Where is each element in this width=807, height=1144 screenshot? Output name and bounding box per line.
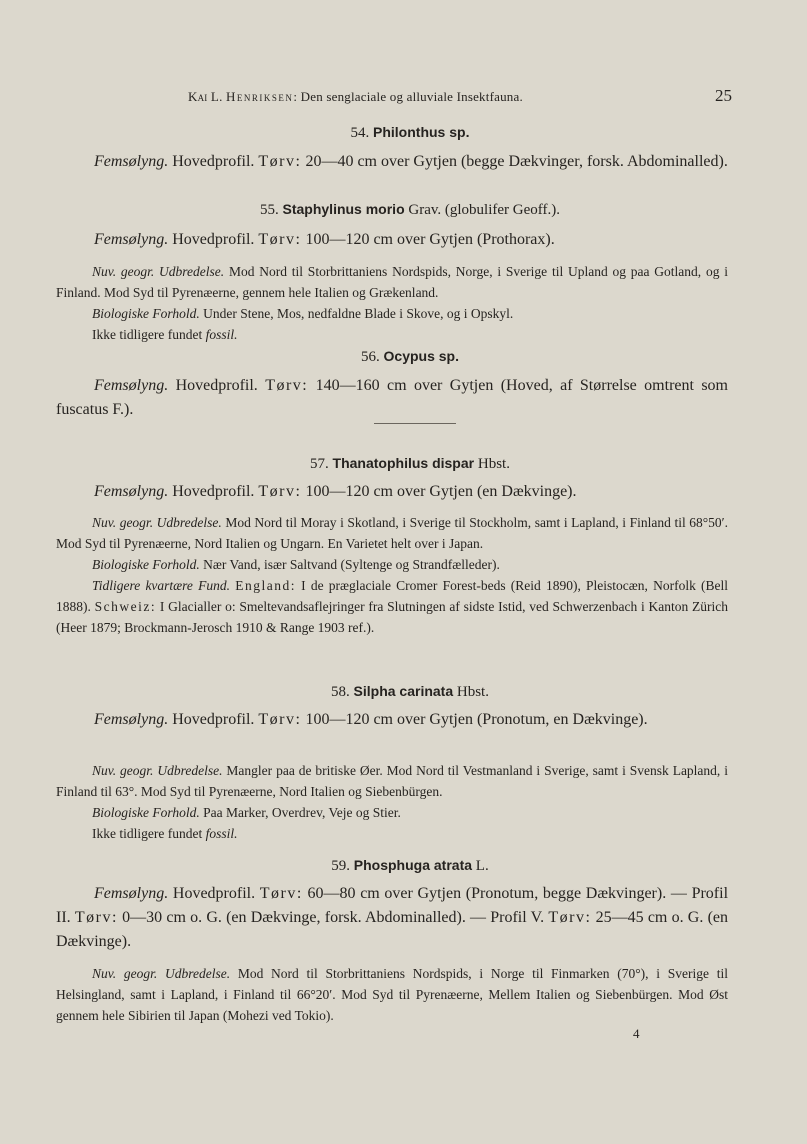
species-author: L. bbox=[472, 858, 489, 874]
fossil-word: fossil. bbox=[205, 826, 238, 841]
locality-name: Femsølyng. bbox=[94, 885, 169, 902]
species-name: Philonthus sp. bbox=[373, 124, 470, 140]
species-name: Thanatophilus dispar bbox=[332, 455, 475, 471]
locality-paragraph bbox=[56, 228, 728, 252]
biology-label: Biologiske Forhold. bbox=[92, 805, 200, 820]
species-name: Silpha carinata bbox=[353, 683, 454, 699]
profile-label: Hovedprofil. bbox=[172, 483, 255, 500]
previous-finds-text-2: I Glacialler o: Smeltevandsaflejringer fra Slutningen af sidste Istid, ved Schwerzenbach i Kanton Zürich (Heer 1879; Brockmann-Jerosch 1910 & Range 1903 ref.). bbox=[56, 599, 728, 635]
species-name: Phosphuga atrata bbox=[353, 857, 473, 873]
species-author: Hbst. bbox=[474, 456, 510, 472]
header-author-last: Henriksen bbox=[225, 89, 294, 104]
species-heading bbox=[90, 683, 730, 701]
biology-text: Under Stene, Mos, nedfaldne Blade i Skove, og i Opskyl. bbox=[199, 306, 514, 321]
distribution-note bbox=[56, 760, 728, 802]
distribution-label: Nuv. geogr. Udbredelse. bbox=[92, 966, 231, 981]
locality-text: 20—40 cm over Gytjen (begge Dækvinger, forsk. Abdominalled). bbox=[301, 153, 728, 170]
country-schweiz: Schweiz: bbox=[94, 599, 157, 614]
locality-name: Femsølyng. bbox=[94, 711, 169, 728]
locality-name: Femsølyng. bbox=[94, 231, 169, 248]
distribution-note bbox=[56, 963, 728, 1026]
biology-note bbox=[56, 554, 728, 575]
distribution-text: Mangler paa de britiske Øer. Mod Nord til Vestmanland i Sverige, samt i Svensk Lapland, i Finland til 63°. Mod Syd til Pyrenæerne, Nord Italien og Siebenbürgen. bbox=[56, 763, 728, 799]
species-number: 58. bbox=[331, 684, 350, 700]
profile-label: Hovedprofil. bbox=[172, 885, 256, 902]
species-author: Hbst. bbox=[453, 684, 489, 700]
species-heading bbox=[90, 348, 730, 366]
distribution-note bbox=[56, 512, 728, 554]
signature-mark: 4 bbox=[633, 1026, 640, 1041]
header-author-first: Kai L. bbox=[188, 89, 223, 104]
locality-text-2: 0—30 cm o. G. (en Dækvinge, forsk. Abdominalled). — Profil V. bbox=[117, 909, 549, 926]
distribution-text: Mod Nord til Storbrittaniens Nordspids, Norge, i Sverige til Upland og paa Gotland, og i Finland. Mod Syd til Pyrenæerne, gennem hele Italien og Grækenland. bbox=[56, 264, 728, 300]
torv-label: Tørv: bbox=[259, 885, 303, 902]
species-number: 55. bbox=[260, 202, 279, 218]
torv-label: Tørv: bbox=[258, 711, 302, 728]
locality-text: 100—120 cm over Gytjen (en Dækvinge). bbox=[301, 483, 577, 500]
species-heading bbox=[90, 455, 730, 473]
distribution-note bbox=[56, 261, 728, 303]
distribution-label: Nuv. geogr. Udbredelse. bbox=[92, 763, 223, 778]
profile-label: Hovedprofil. bbox=[172, 711, 255, 728]
species-number: 56. bbox=[361, 349, 380, 365]
torv-label: Tørv: bbox=[258, 483, 302, 500]
locality-paragraph bbox=[56, 708, 728, 732]
distribution-text: Mod Nord til Moray i Skotland, i Sverige til Stockholm, samt i Lapland, i Finland til 68°50′. Mod Syd til Pyrenæerne, Nord Italien og Ungarn. En Varietet helt over i Japan. bbox=[56, 515, 728, 551]
biology-text: Paa Marker, Overdrev, Veje og Stier. bbox=[199, 805, 401, 820]
species-number: 59. bbox=[331, 858, 351, 874]
torv-label-2: Tørv: bbox=[74, 909, 118, 926]
torv-label-3: Tørv: bbox=[548, 909, 592, 926]
species-author: Grav. (globulifer Geoff.). bbox=[404, 202, 560, 218]
distribution-label: Nuv. geogr. Udbredelse. bbox=[92, 264, 225, 279]
locality-paragraph bbox=[56, 882, 728, 954]
page-number: 25 bbox=[715, 86, 732, 105]
locality-text: 100—120 cm over Gytjen (Prothorax). bbox=[301, 231, 555, 248]
biology-note bbox=[56, 802, 728, 823]
fossil-note bbox=[56, 324, 728, 345]
species-heading bbox=[90, 124, 730, 142]
previous-finds-text: I de præglaciale Cromer Forest-beds (Reid 1890), Pleistocæn, Norfolk (Bell 1888). bbox=[56, 578, 729, 614]
species-number: 57. bbox=[310, 456, 329, 472]
locality-text: 60—80 cm over Gytjen (Pronotum, begge Dækvinger). — Profil II. bbox=[56, 885, 729, 926]
biology-note bbox=[56, 303, 728, 324]
section-divider bbox=[374, 423, 456, 424]
species-name: Ocypus sp. bbox=[383, 348, 459, 364]
previous-finds-note bbox=[56, 575, 728, 638]
locality-paragraph bbox=[56, 150, 728, 174]
species-notes bbox=[56, 512, 728, 638]
torv-label: Tørv: bbox=[258, 231, 302, 248]
profile-label: Hovedprofil. bbox=[172, 231, 255, 248]
species-notes bbox=[56, 760, 728, 844]
header-separator: : bbox=[293, 89, 298, 104]
biology-label: Biologiske Forhold. bbox=[92, 306, 200, 321]
profile-label: Hovedprofil. bbox=[172, 153, 255, 170]
running-header bbox=[188, 86, 732, 108]
species-heading bbox=[90, 857, 730, 875]
fossil-note bbox=[56, 823, 728, 844]
distribution-label: Nuv. geogr. Udbredelse. bbox=[92, 515, 222, 530]
distribution-text: Mod Nord til Storbrittaniens Nordspids, i Norge til Finmarken (70°), i Sverige til Helsingland, samt i Lapland, i Finland til 66°20′. Mod Syd til Pyrenæerne, Mellem Italien og Siebenbürgen. Mod Øst gennem hele Sibirien til Japan (Mohezi ved Tokio). bbox=[56, 966, 728, 1023]
species-heading bbox=[90, 201, 730, 219]
species-notes bbox=[56, 261, 728, 345]
torv-label: Tørv: bbox=[265, 377, 309, 394]
locality-paragraph bbox=[56, 374, 728, 422]
locality-text-3: 25—45 cm o. G. (en Dækvinge). bbox=[56, 909, 729, 950]
biology-text: Nær Vand, især Saltvand (Syltenge og Strandfælleder). bbox=[199, 557, 500, 572]
locality-name: Femsølyng. bbox=[94, 153, 169, 170]
species-number: 54. bbox=[350, 125, 370, 141]
torv-label: Tørv: bbox=[258, 153, 302, 170]
fossil-word: fossil. bbox=[205, 327, 238, 342]
country-england: England: bbox=[235, 578, 296, 593]
locality-text: 100—120 cm over Gytjen (Pronotum, en Dækvinge). bbox=[301, 711, 648, 728]
species-name: Staphylinus morio bbox=[282, 201, 405, 217]
species-notes bbox=[56, 963, 728, 1026]
fossil-text: Ikke tidligere fundet bbox=[92, 327, 206, 342]
locality-text: 140—160 cm over Gytjen (Hoved, af Størrelse omtrent som fuscatus F.). bbox=[56, 377, 728, 418]
profile-label: Hovedprofil. bbox=[175, 377, 258, 394]
locality-paragraph bbox=[56, 480, 728, 504]
locality-name: Femsølyng. bbox=[94, 483, 169, 500]
biology-label: Biologiske Forhold. bbox=[92, 557, 200, 572]
previous-finds-label: Tidligere kvartære Fund. bbox=[92, 578, 230, 593]
header-title-line bbox=[188, 89, 523, 105]
locality-name: Femsølyng. bbox=[94, 377, 169, 394]
fossil-text: Ikke tidligere fundet bbox=[92, 826, 206, 841]
header-title: Den senglaciale og alluviale Insektfauna. bbox=[300, 89, 523, 104]
